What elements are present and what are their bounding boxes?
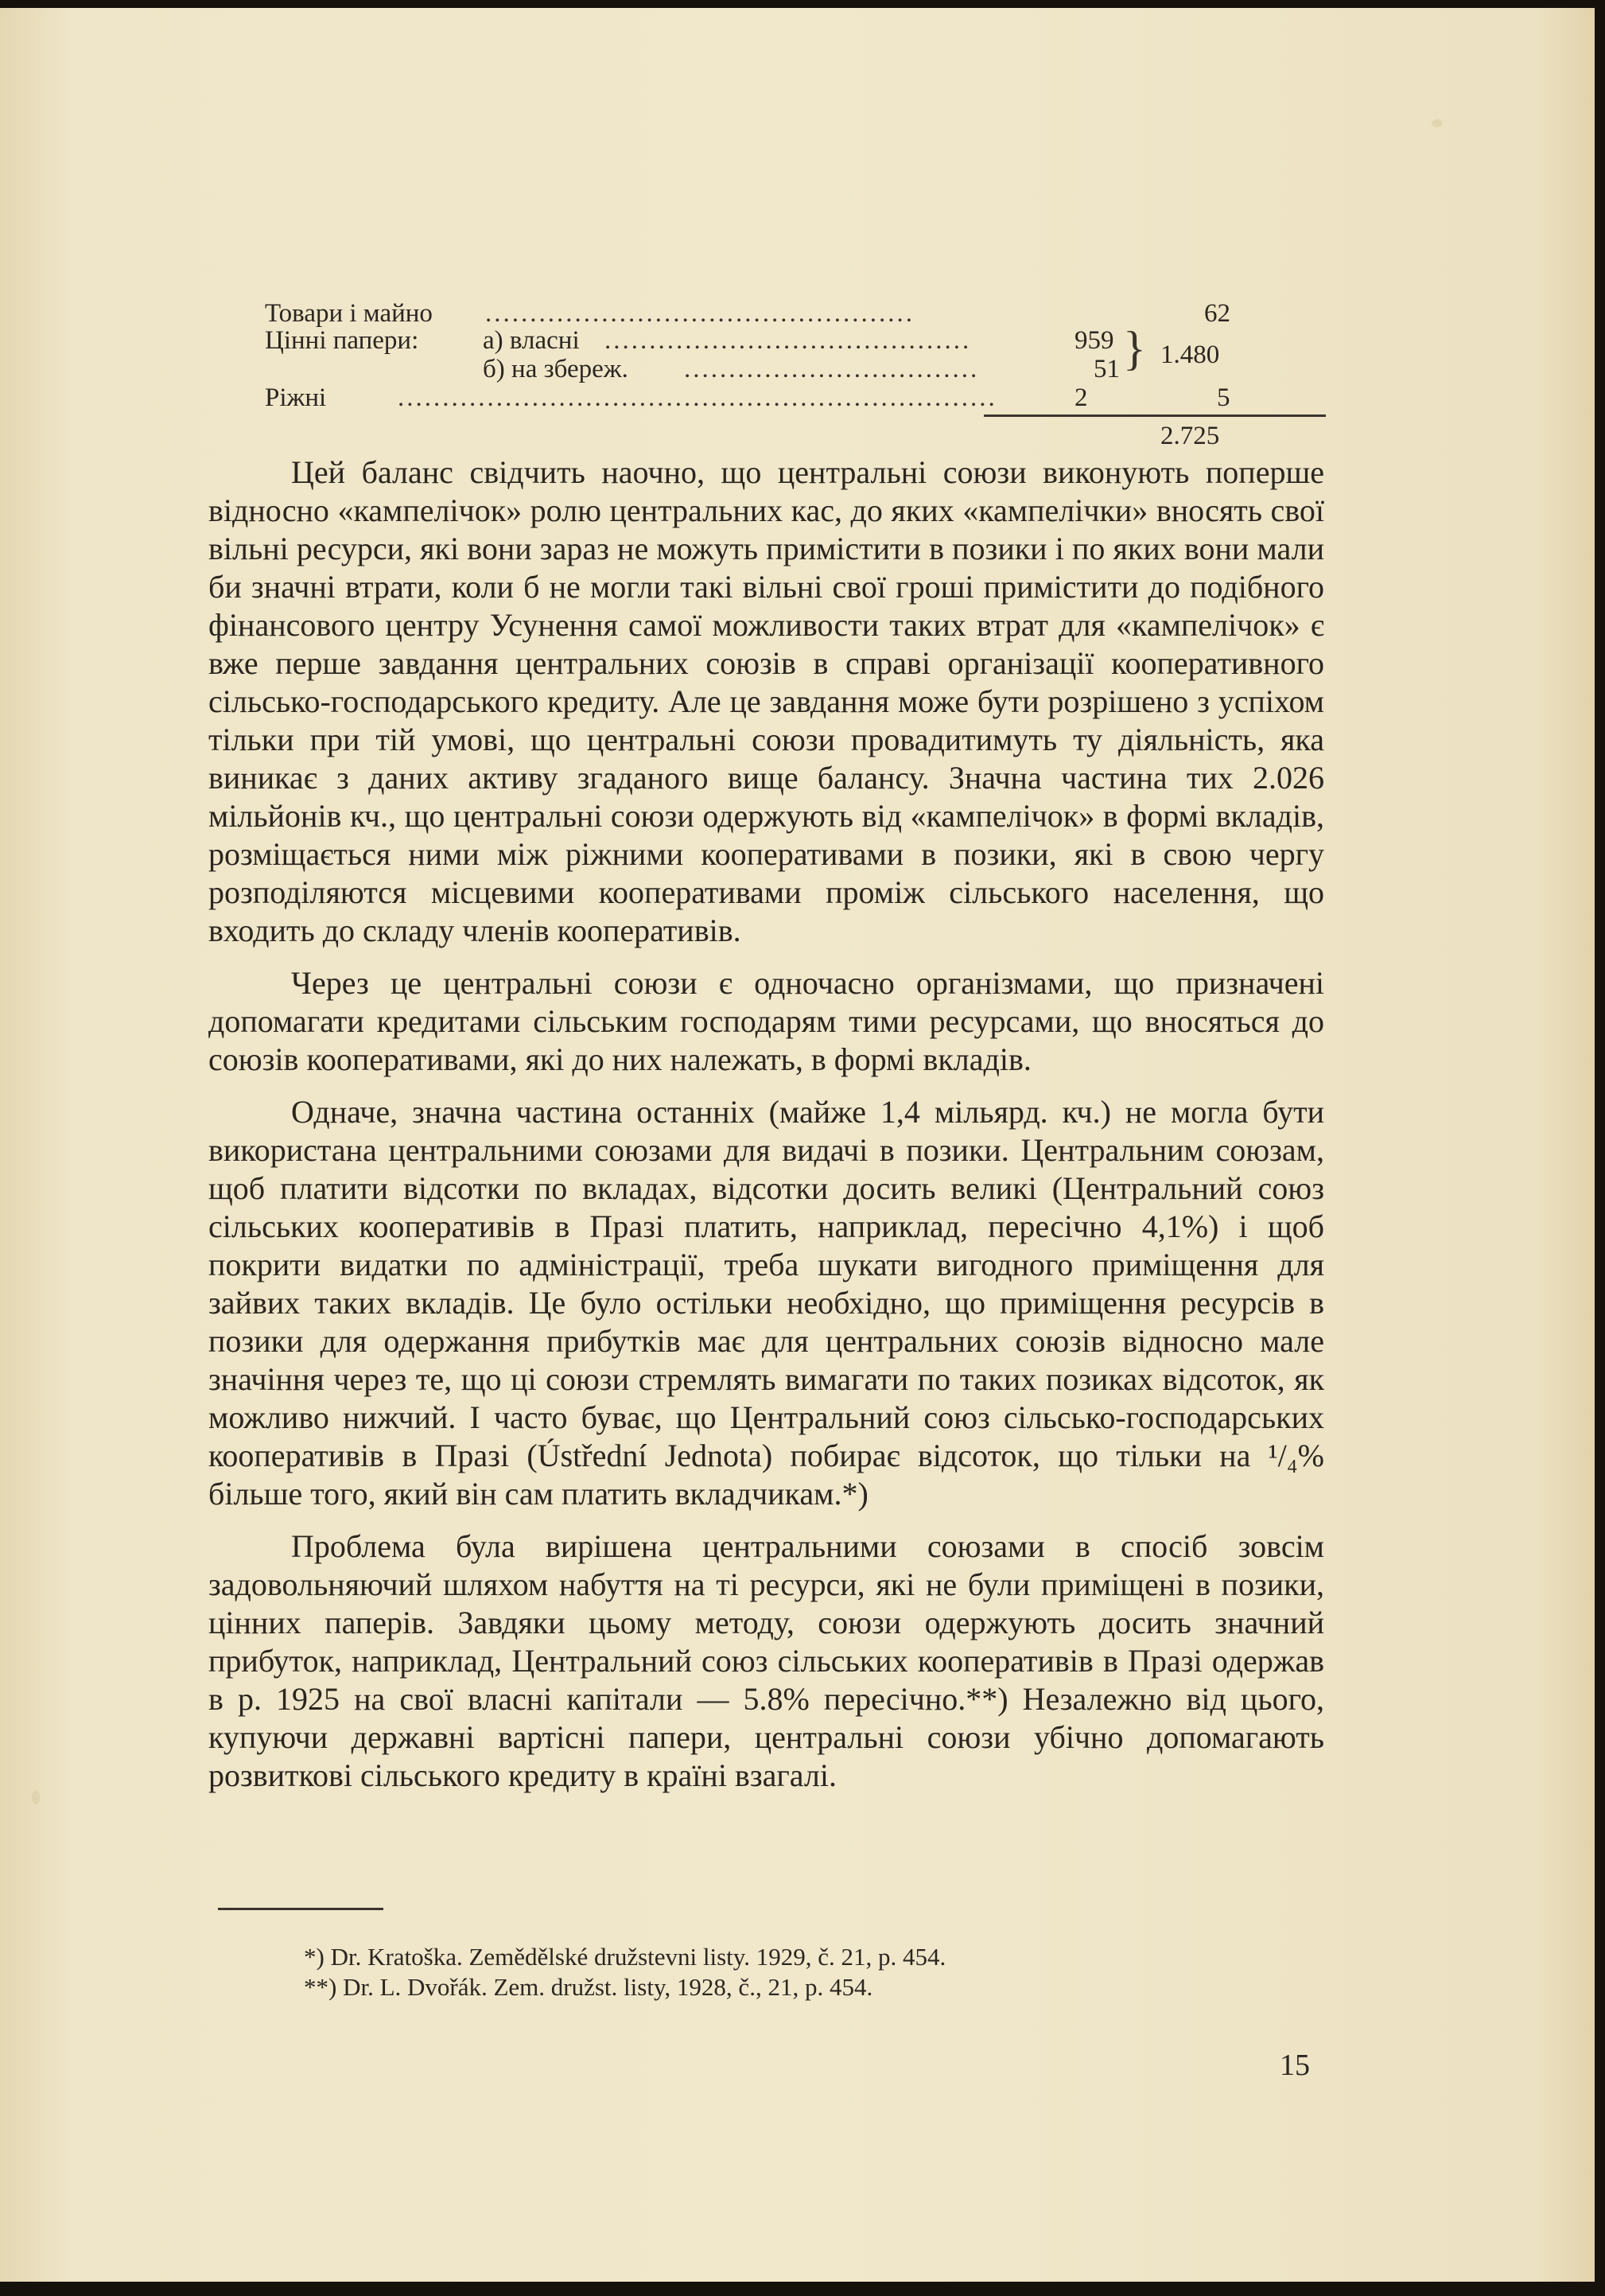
brace-icon: }: [1123, 322, 1146, 375]
row-sub-savings: б) на збереж.: [483, 355, 628, 383]
body-text: [208, 453, 1324, 1809]
paper-spot: [1432, 119, 1443, 127]
sum-rule: [984, 414, 1326, 417]
footnote: *) Dr. Kratoška. Zemědělské družstevni listy. 1929, č. 21, p. 454.: [304, 1943, 946, 1971]
row-value-savings: 51: [1094, 355, 1120, 383]
paragraph: Проблема була вирішена центральними союзами в спосіб зовсім задовольняючий шляхом набуття на ті ресурси, які не були приміщені в позики, цінних паперів. Завдяки цьому методу, союзи одержують досить значний прибуток, наприклад, Центральний союз сільських кооперативів в Празі одержав в р. 1925 на свої власні капітали — 5.8% пересічно.**) Незалежно від цього, купуючи державні вартісні папери, центральні союзи убічно допомагають розвиткові сільського кредиту в країні взагалі.: [208, 1528, 1324, 1793]
row-label-securities: Цінні папери:: [265, 326, 419, 355]
scan-border-right: [1595, 0, 1605, 2296]
combined-total: 1.480: [1160, 341, 1220, 369]
row-value-other: 2: [1075, 383, 1088, 412]
row-total-other: 5: [1217, 383, 1230, 412]
row-sub-own: а) власні: [483, 326, 580, 355]
page-number: 15: [1280, 2049, 1310, 2082]
footnote: **) Dr. L. Dvořák. Zem. družst. listy, 1928, č., 21, p. 454.: [304, 1973, 873, 2001]
row-dots: .........................................: [604, 326, 972, 355]
paper-spot: [32, 1790, 40, 1804]
row-total-goods: 62: [1204, 299, 1230, 328]
scan-border-top: [0, 0, 1605, 8]
row-dots: ...................................................................: [398, 383, 997, 412]
footnote-rule: [218, 1908, 383, 1910]
row-label-other: Ріжні: [265, 383, 327, 412]
row-label-goods: Товари і майно: [265, 299, 433, 328]
grand-total: 2.725: [1160, 422, 1220, 450]
row-value-own: 959: [1075, 326, 1114, 355]
paragraph: Одначе, значна частина останніх (майже 1,4 мільярд. кч.) не могла бути використана центральними союзами для видачі в позики. Центральним союзам, щоб платити відсотки по вкладах, відсотки досить великі (Центральний союз сільських кооперативів в Празі платить, наприклад, пересічно 4,1%) і щоб покрити видатки по адміністрації, треба шукати вигодного приміщення для зайвих таких вкладів. Це було остільки необхідно, що приміщення ресурсів в позики для одержання прибутків має для центральних союзів відносно мале значіння через те, що ці союзи стремлять вимагати по таких позиках відсоток, як можливо нижчий. І часто буває, що Центральний союз сільсько-господарських кооперативів в Празі (Ústřední Jednota) побирає відсоток, що тільки на ¹/₄% більше того, який він сам платить вкладчикам.*): [208, 1094, 1324, 1512]
row-dots: ................................................: [485, 299, 915, 328]
scan-border-bottom: [0, 2282, 1605, 2296]
row-dots: .................................: [684, 355, 980, 383]
paragraph: Цей баланс свідчить наочно, що центральні союзи виконують поперше відносно «кампелічок» ролю центральних кас, до яких «кампелічки» вносять свої вільні ресурси, які вони зараз не можуть примістити в позики і по яких вони мали би значні втрати, коли б не могли такі вільні свої гроші примістити до подібного фінансового центру Усунення самої можливости таких втрат для «кампелічок» є вже перше завдання центральних союзів в справі організації кооперативного сільсько-господарського кредиту. Але це завдання може бути розрішено з успіхом тільки при тій умові, що центральні союзи провадитимуть ту діяльність, яка виникає з даних активу згаданого вище балансу. Значна частина тих 2.026 мільйонів кч., що центральні союзи одержують від «кампелічок» в формі вкладів, розміщається ними між ріжними кооперативами в позики, які в свою чергу розподіляются місцевими кооперативами проміж сільського населення, що входить до складу членів кооперативів.: [208, 454, 1324, 948]
paragraph: Через це центральні союзи є одночасно організмами, що призначені допомагати кредитами сільським господарям тими ресурсами, що вносяться до союзів кооперативами, які до них належать, в формі вкладів.: [208, 965, 1324, 1077]
